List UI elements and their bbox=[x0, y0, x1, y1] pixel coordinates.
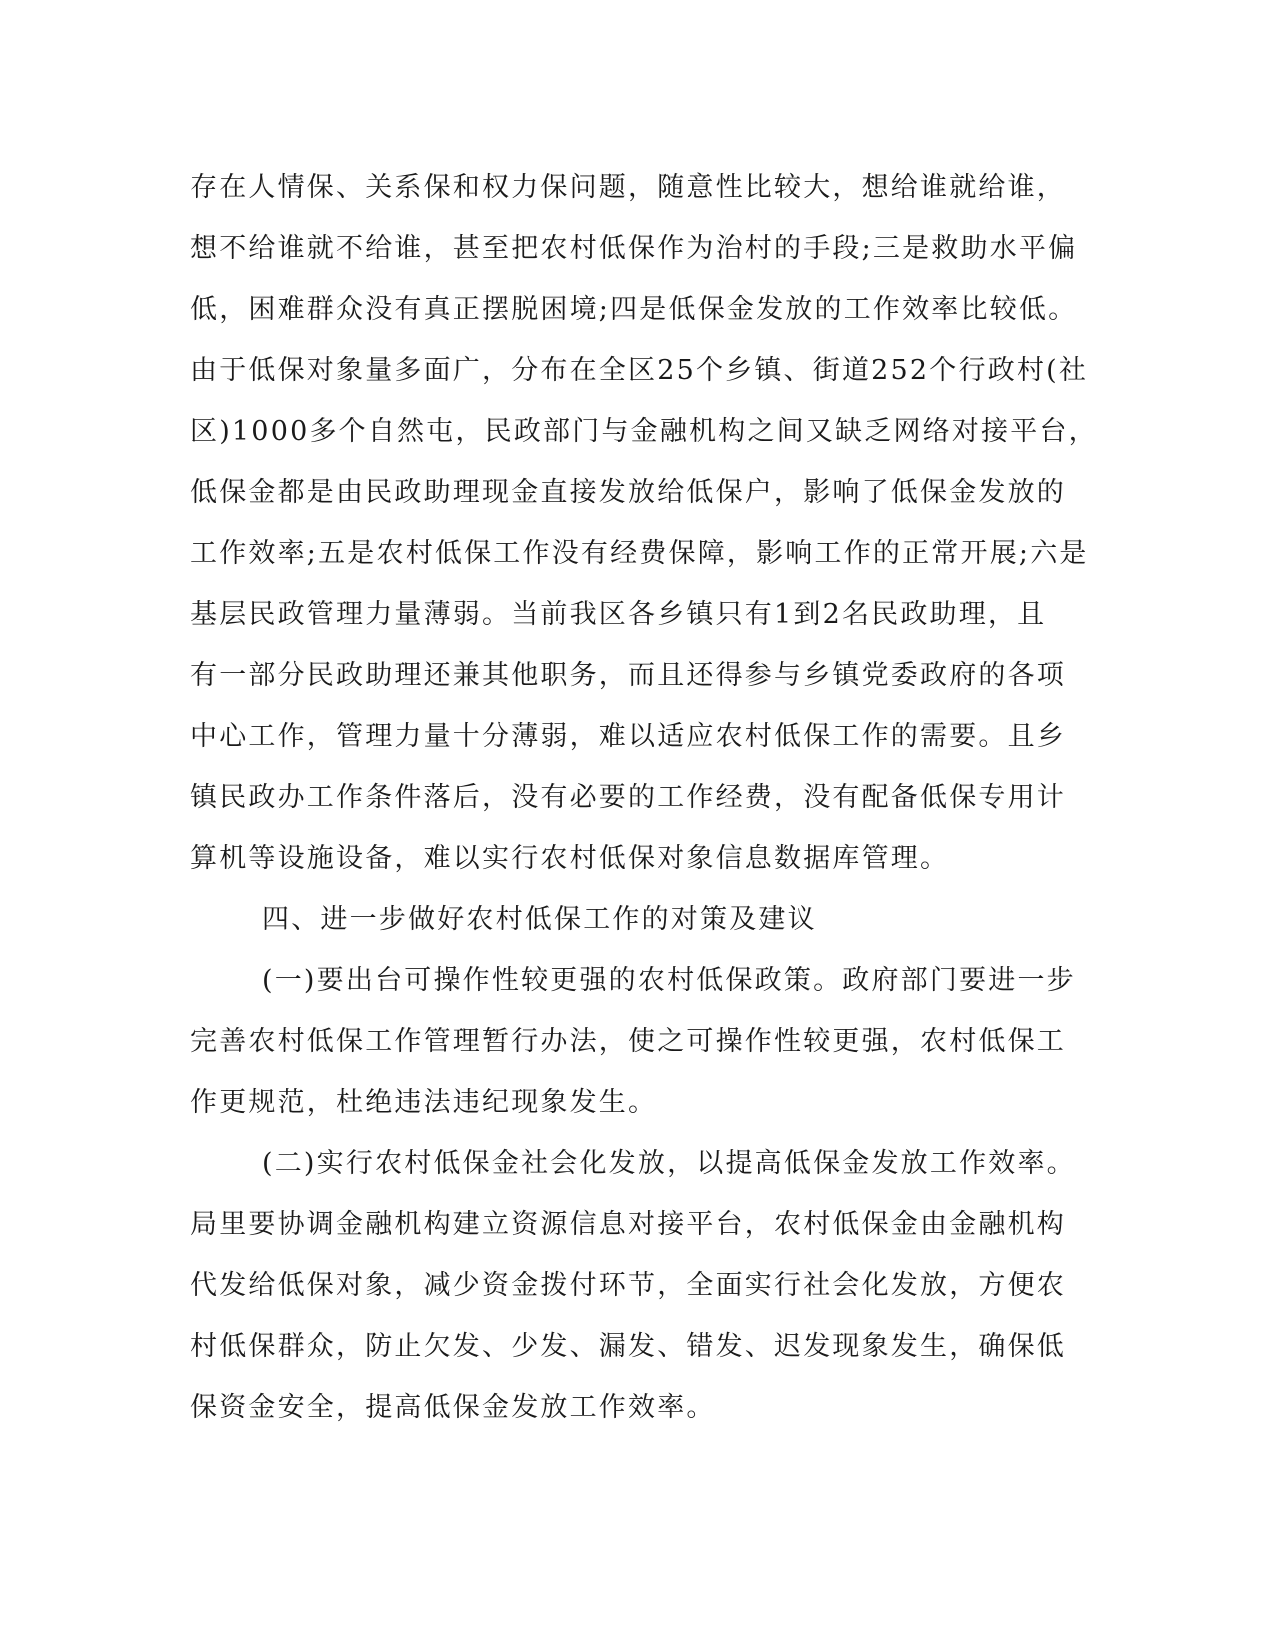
text-line: 代发给低保对象，减少资金拨付环节，全面实行社会化发放，方便农 bbox=[190, 1270, 1066, 1301]
text-line: 镇民政办工作条件落后，没有必要的工作经费，没有配备低保专用计 bbox=[190, 782, 1066, 813]
text-line: 低保金都是由民政助理现金直接发放给低保户，影响了低保金发放的 bbox=[190, 477, 1066, 508]
text-line: 低，困难群众没有真正摆脱困境;四是低保金发放的工作效率比较低。 bbox=[190, 294, 1078, 325]
text-line: 完善农村低保工作管理暂行办法，使之可操作性较更强，农村低保工 bbox=[190, 1026, 1066, 1057]
text-line: 算机等设施设备，难以实行农村低保对象信息数据库管理。 bbox=[190, 843, 950, 874]
text-line: 有一部分民政助理还兼其他职务，而且还得参与乡镇党委政府的各项 bbox=[190, 660, 1066, 691]
text-line: 村低保群众，防止欠发、少发、漏发、错发、迟发现象发生，确保低 bbox=[190, 1331, 1066, 1362]
text-line: 保资金安全，提高低保金发放工作效率。 bbox=[190, 1392, 716, 1423]
paragraph-start: (一)要出台可操作性较更强的农村低保政策。政府部门要进一步 bbox=[262, 965, 1076, 996]
text-line: 作更规范，杜绝违法违纪现象发生。 bbox=[190, 1087, 658, 1118]
text-line: 区)1000多个自然屯，民政部门与金融机构之间又缺乏网络对接平台， bbox=[190, 416, 1098, 447]
text-line: 想不给谁就不给谁，甚至把农村低保作为治村的手段;三是救助水平偏 bbox=[190, 233, 1078, 264]
body-text bbox=[190, 157, 1098, 1438]
text-line: 存在人情保、关系保和权力保问题，随意性比较大，想给谁就给谁， bbox=[190, 172, 1066, 203]
text-line: 基层民政管理力量薄弱。当前我区各乡镇只有1到2名民政助理，且 bbox=[190, 599, 1047, 630]
section-heading: 四、进一步做好农村低保工作的对策及建议 bbox=[262, 904, 817, 935]
paragraph-start: (二)实行农村低保金社会化发放，以提高低保金发放工作效率。 bbox=[262, 1148, 1076, 1179]
text-line: 由于低保对象量多面广，分布在全区25个乡镇、街道252个行政村(社 bbox=[190, 355, 1089, 386]
text-line: 中心工作，管理力量十分薄弱，难以适应农村低保工作的需要。且乡 bbox=[190, 721, 1066, 752]
text-line: 工作效率;五是农村低保工作没有经费保障，影响工作的正常开展;六是 bbox=[190, 538, 1089, 569]
text-line: 局里要协调金融机构建立资源信息对接平台，农村低保金由金融机构 bbox=[190, 1209, 1066, 1240]
